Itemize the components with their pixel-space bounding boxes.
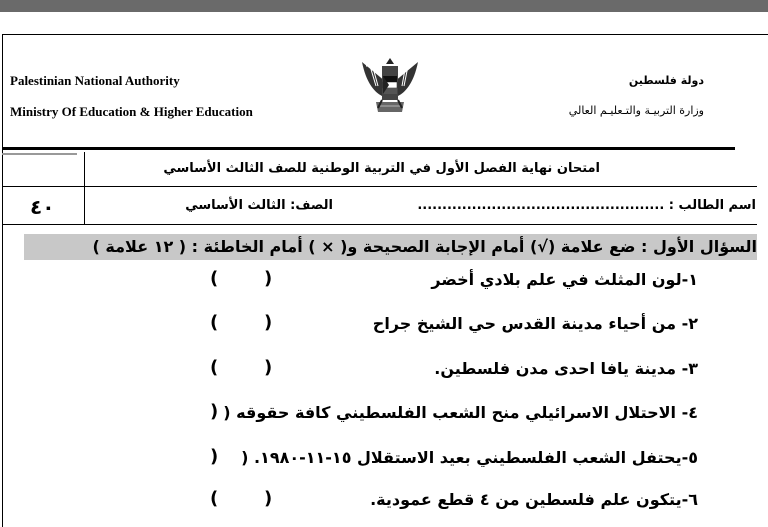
answer-paren-open[interactable]: ( [210, 357, 219, 378]
answer-paren-close[interactable]: ) [264, 357, 273, 378]
class-label: الصف: الثالث الأساسي [185, 198, 333, 213]
top-gray-bar [0, 0, 768, 12]
info-row-divider [2, 186, 757, 187]
answer-paren-open[interactable]: ( [210, 268, 219, 289]
answer-paren-close[interactable]: ) [264, 312, 273, 333]
state-name-ar: دولة فلسطين [628, 74, 704, 87]
ministry-name-ar: وزارة التربيـة والتـعليـم العالي [568, 104, 704, 117]
answer-paren-open[interactable]: ( [210, 312, 219, 333]
answer-paren-close[interactable]: ) [210, 401, 219, 422]
authority-name: Palestinian National Authority [10, 73, 180, 88]
question-title: السؤال الأول : ضع علامة (√) أمام الإجابة الصحيحة و( × ) أمام الخاطئة : ( ١٢ علامة ) [24, 234, 757, 260]
student-name-field[interactable]: اسم الطالب : .................................................. [417, 198, 756, 213]
eagle-emblem-icon [356, 52, 424, 118]
answer-paren-open[interactable]: ( [210, 488, 219, 509]
answer-paren-close[interactable]: ) [264, 268, 273, 289]
question-item: ٤- الاحتلال الاسرائيلي منح الشعب الفلسطيني كافة حقوقه ( [223, 403, 698, 422]
question-item: ٢- من أحياء مدينة القدس حي الشيخ جراح [372, 314, 698, 333]
header-rule [2, 147, 735, 150]
question-item: ٦-يتكون علم فلسطين من ٤ قطع عمودية. [370, 490, 698, 509]
exam-title: امتحان نهاية الفصل الأول في التربية الوطنية للصف الثالث الأساسي [163, 161, 600, 176]
info-bottom-rule [2, 224, 757, 225]
header-rule-short [2, 153, 77, 155]
question-item: ٥-يحتفل الشعب الفلسطيني بعيد الاستقلال ١٥-١١-١٩٨٠. ( [241, 448, 698, 467]
question-item: ١-لون المثلث في علم بلادي أخضر [431, 270, 698, 289]
ministry-name: Ministry Of Education & Higher Education [10, 104, 253, 119]
question-item: ٣- مدينة يافا احدى مدن فلسطين. [434, 359, 698, 378]
answer-paren-close[interactable]: ) [210, 446, 219, 467]
total-score: ٤٠ [30, 195, 55, 219]
score-divider [84, 152, 85, 224]
answer-paren-close[interactable]: ) [264, 488, 273, 509]
